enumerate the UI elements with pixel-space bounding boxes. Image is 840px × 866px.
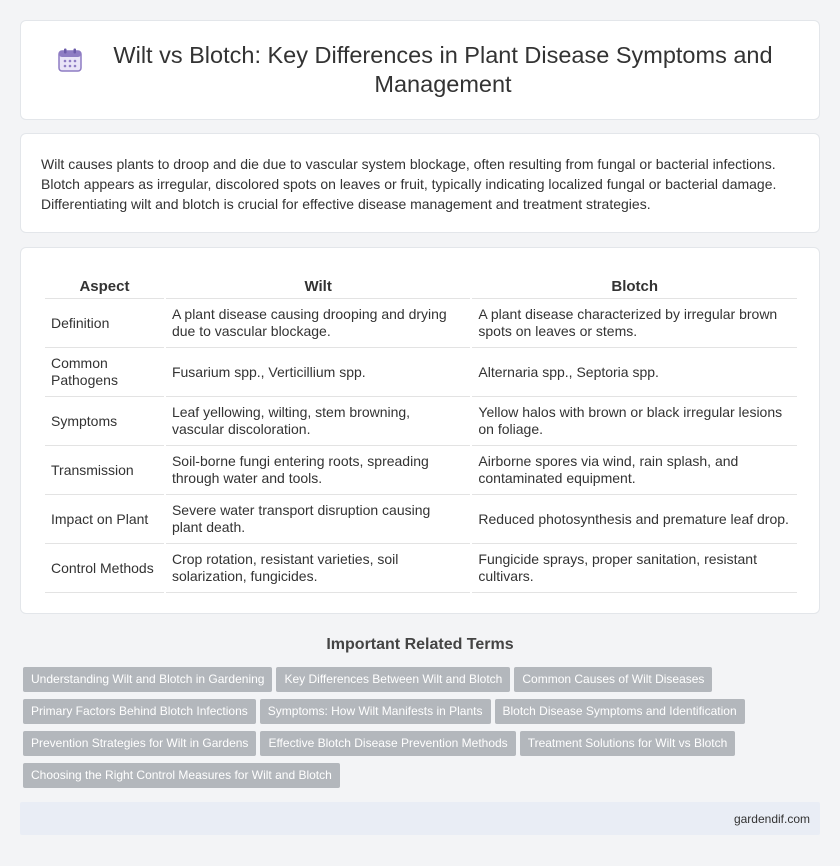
cell-blotch: A plant disease characterized by irregular brown spots on leaves or stems. [472, 299, 797, 348]
cell-aspect: Control Methods [45, 544, 164, 593]
calendar-icon [57, 47, 83, 73]
header-aspect: Aspect [45, 274, 164, 299]
table-row [45, 495, 797, 544]
cell-aspect: Symptoms [45, 397, 164, 446]
related-terms-title: Important Related Terms [326, 636, 514, 653]
cell-aspect: Common Pathogens [45, 348, 164, 397]
title-wrap [57, 41, 783, 99]
cell-aspect: Transmission [45, 446, 164, 495]
related-term-tag[interactable]: Effective Blotch Disease Prevention Methods [260, 731, 515, 756]
comparison-table-card [20, 247, 820, 614]
header-blotch: Blotch [472, 274, 797, 299]
related-term-tag[interactable]: Primary Factors Behind Blotch Infections [23, 699, 256, 724]
table-header-row [45, 274, 797, 299]
related-term-tag[interactable]: Treatment Solutions for Wilt vs Blotch [520, 731, 736, 756]
table-row [45, 348, 797, 397]
related-term-tag[interactable]: Blotch Disease Symptoms and Identification [495, 699, 745, 724]
related-term-tag[interactable]: Choosing the Right Control Measures for Wilt and Blotch [23, 763, 340, 788]
cell-wilt: Soil-borne fungi entering roots, spreading through water and tools. [166, 446, 470, 495]
comparison-table [43, 274, 799, 593]
cell-blotch: Yellow halos with brown or black irregular lesions on foliage. [472, 397, 797, 446]
table-row [45, 397, 797, 446]
related-terms-list [23, 667, 823, 795]
cell-wilt: Fusarium spp., Verticillium spp. [166, 348, 470, 397]
table-row [45, 299, 797, 348]
related-term-tag[interactable]: Understanding Wilt and Blotch in Gardening [23, 667, 272, 692]
related-term-tag[interactable]: Common Causes of Wilt Diseases [514, 667, 712, 692]
related-term-tag[interactable]: Key Differences Between Wilt and Blotch [276, 667, 510, 692]
cell-wilt: Crop rotation, resistant varieties, soil solarization, fungicides. [166, 544, 470, 593]
cell-blotch: Airborne spores via wind, rain splash, and contaminated equipment. [472, 446, 797, 495]
cell-wilt: Leaf yellowing, wilting, stem browning, vascular discoloration. [166, 397, 470, 446]
cell-aspect: Impact on Plant [45, 495, 164, 544]
header-wilt: Wilt [166, 274, 470, 299]
related-term-tag[interactable]: Symptoms: How Wilt Manifests in Plants [260, 699, 491, 724]
table-row [45, 544, 797, 593]
cell-wilt: Severe water transport disruption causing plant death. [166, 495, 470, 544]
cell-aspect: Definition [45, 299, 164, 348]
page-title: Wilt vs Blotch: Key Differences in Plant Disease Symptoms and Management [113, 42, 773, 97]
cell-blotch: Alternaria spp., Septoria spp. [472, 348, 797, 397]
footer-site-link[interactable]: gardendif.com [733, 812, 810, 826]
related-term-tag[interactable]: Prevention Strategies for Wilt in Gardens [23, 731, 256, 756]
cell-wilt: A plant disease causing drooping and drying due to vascular blockage. [166, 299, 470, 348]
cell-blotch: Fungicide sprays, proper sanitation, resistant cultivars. [472, 544, 797, 593]
footer [20, 802, 820, 835]
cell-blotch: Reduced photosynthesis and premature leaf drop. [472, 495, 797, 544]
table-row [45, 446, 797, 495]
header-card [20, 20, 820, 120]
intro-text: Wilt causes plants to droop and die due to vascular system blockage, often resulting from fungal or bacterial infections. Blotch appears as irregular, discolored spots on leaves or fruit, typically indicating localized fungal or bacterial damage. Differentiating wilt and blotch is crucial for effective disease management and treatment strategies. [41, 156, 777, 212]
intro-card [20, 133, 820, 233]
